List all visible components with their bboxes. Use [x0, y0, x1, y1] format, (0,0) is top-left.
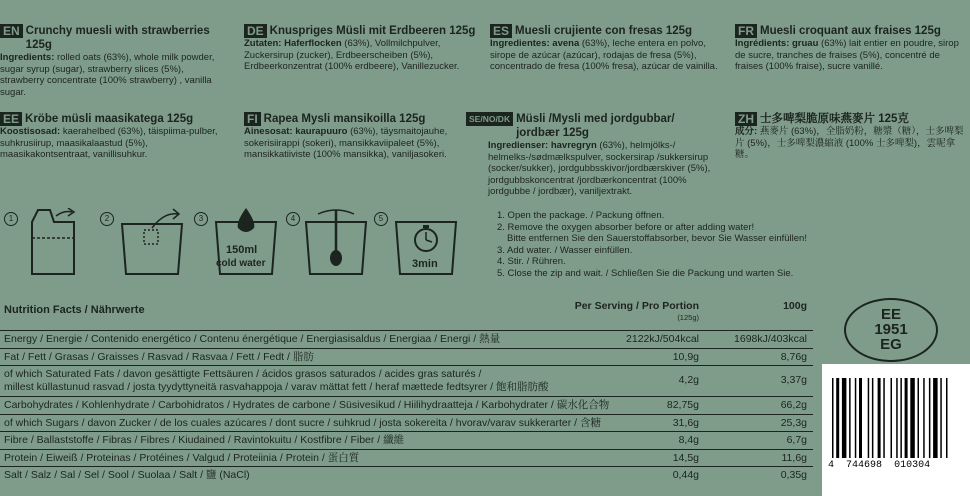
water-temperature-label: cold water [216, 258, 266, 269]
ingredients-text: (63%), täysmaitojauhe, sokerisiirappi (sokeri), mansikkaviipaleet (5%), mansikkatiiviste (100% mansikka), vaniljasokeri. [244, 126, 448, 160]
ingredients-label: Koostisosad: [0, 126, 61, 137]
nutrient-label: Fibre / Ballaststoffe / Fibras / Fibres / Kiudained / Ravintokuitu / Kostfibre / Fiber / 纖維 [4, 434, 405, 446]
ingredients-label: Ainesosat: kaurapuuro [244, 126, 348, 137]
lang-tag: SE/NO/DK [466, 112, 513, 126]
per-100g-value: 6,7g [786, 434, 807, 446]
per-serving-value: 14,5g [672, 451, 699, 464]
per-serving-value: 8,4g [678, 434, 699, 446]
ingredients-label: Ingredients: [0, 52, 55, 63]
nutrient-label: Salt / Salz / Sal / Sel / Sool / Suolaa / Salt / 鹽 (NaCl) [4, 469, 250, 481]
product-title: Muesli croquant aux fraises 125g [760, 25, 941, 37]
lang-block-ee [0, 112, 232, 161]
ingredients-label: Ingredientes: avena [490, 38, 580, 49]
nutrition-table [0, 296, 813, 484]
ingredients-text: (63%), helmjölks-/ helmelks-/sødmælkspulver, sockersirap /sukkersirup (socker/sukker), jordgubbsskivor/jordbærskiver (5%), jordgubbskoncentrat /jordbærkoncentrat (100% jordgubbe / jordbær), vaniljextrakt. [488, 140, 711, 197]
stamp-line: 1951 [874, 321, 908, 338]
per-100g-value: 11,6g [781, 451, 807, 464]
barcode-number [828, 460, 930, 471]
stamp-line: EE [880, 306, 901, 323]
per-100g-value: 8,76g [780, 350, 807, 363]
ingredients-label: Ingredienser: havregryn [488, 140, 597, 151]
nutrient-label: Energy / Energie / Contenido energético / Contenu énergétique / Energiasisaldus / Energiaa / Energi / 熱量 [4, 333, 501, 345]
ingredients-text: 燕麥片 (63%)，全脂奶粉，糖漿（糖），士多啤梨片 (5%)，士多啤梨濃縮液 (100% 士多啤梨)，雲呢拿糖。 [735, 126, 964, 160]
ingredients-text: (63%) lait entier en poudre, sirop de sucre, tranches de fraises (5%), concentré de fraises (100% fraise), sucre vanillé. [735, 38, 959, 72]
lang-tag: ES [490, 24, 512, 38]
lang-block-fr [735, 24, 970, 73]
nutrient-label-line: millest küllastunud rasvad / josta tyydyttyneitä rasvahappoja / varav mättat fett / heraf mættede fedtsyrer / 飽和脂肪酸 [4, 381, 549, 393]
nutrition-title: Nutrition Facts / Nährwerte [4, 304, 145, 316]
step-number: 2 [100, 212, 114, 226]
ingredients-label: Zutaten: Haferflocken [244, 38, 342, 49]
nutrient-label-line: of which Saturated Fats / davon gesättigte Fettsäuren / ácidos grasos saturados / acides gras saturés / [4, 368, 482, 380]
per-serving-subheader: (125g) [677, 313, 699, 322]
product-title: Muesli crujiente con fresas 125g [515, 25, 693, 37]
nutrition-header [0, 296, 813, 331]
nutrient-label [4, 368, 548, 394]
per-100g-value: 66,2g [780, 399, 807, 411]
table-row [0, 397, 813, 415]
step-number: 3 [194, 212, 208, 226]
lang-tag: EN [0, 24, 23, 38]
product-title: Rapea Mysli mansikoilla 125g [263, 113, 426, 125]
ingredients-label: 成分: [735, 126, 758, 137]
step-number: 4 [286, 212, 300, 226]
nutrient-label: Carbohydrates / Kohlenhydrate / Carbohidratos / Hydrates de carbone / Süsivesikud / Hiilihydraatteja / Karbohydrater / 碳水化合物 [4, 399, 610, 411]
lang-tag: DE [244, 24, 267, 38]
table-row [0, 349, 813, 367]
lang-block-de [244, 24, 480, 73]
per-100g-value: 0,35g [780, 469, 807, 481]
barcode-digit: 4 [828, 460, 835, 471]
lang-tag: ZH [735, 112, 757, 126]
instruction-line: 4. Stir. / Rühren. [497, 256, 566, 267]
instruction-line: 2. Remove the oxygen absorber before or after adding water! [497, 221, 755, 233]
barcode-digits: 010304 [894, 460, 931, 471]
instruction-line: Bitte entfernen Sie den Sauerstoffabsorber, bevor Sie Wasser einfüllen! [507, 233, 807, 244]
product-title: Knuspriges Müsli mit Erdbeeren 125g [269, 25, 476, 37]
lang-block-zh [735, 112, 967, 161]
per-serving-value: 82,75g [666, 399, 699, 411]
barcode [822, 364, 970, 496]
remove-absorber-icon [116, 208, 192, 280]
per-serving-value: 2122kJ/504kcal [626, 333, 699, 345]
table-row [0, 450, 813, 468]
table-row [0, 366, 813, 397]
table-row [0, 331, 813, 349]
ingredients-text: kaerahelbed (63%), täispiima-pulber, suhkrusiirup, maasikalaastud (5%), maasikakontsentraat, vanillisuhkur. [0, 126, 218, 160]
barcode-digits: 744698 [846, 460, 883, 471]
stir-icon [300, 208, 372, 280]
preparation-steps [4, 208, 484, 288]
lang-tag: EE [0, 112, 22, 126]
lang-tag: FI [244, 112, 261, 126]
per-100g-value: 25,3g [780, 416, 807, 429]
product-title: 士多啤梨脆原味燕麥片 125克 [760, 113, 909, 125]
lang-tag: FR [735, 24, 757, 38]
table-row [0, 467, 813, 484]
nutrient-label: of which Sugars / davon Zucker / de los cuales azúcares / dont sucre / suhkrud / josta sokereita / hvorav/varav sukkerarter / 含糖 [4, 416, 602, 429]
per-100g-header: 100g [783, 300, 807, 312]
lang-block-en [0, 24, 230, 98]
per-100g-value: 3,37g [780, 374, 807, 386]
ingredients-text: (63%), Vollmilchpulver, Zuckersirup (zucker), Erdbeerscheiben (5%), Erdbeerkonzentrat (100% erdbeere), Vanillezucker. [244, 38, 460, 72]
instruction-line: 3. Add water. / Wasser einfüllen. [497, 244, 633, 256]
per-serving-value: 10,9g [672, 350, 699, 363]
instructions [497, 210, 807, 279]
product-title: Müsli /Mysli med jordgubbar/ jordbær 125g [516, 113, 675, 139]
lang-block-se-no-dk [466, 112, 721, 198]
lang-block-es [490, 24, 726, 73]
step-number: 5 [374, 212, 388, 226]
instruction-line: 5. Close the zip and wait. / Schließen Sie die Packung und warten Sie. [497, 267, 794, 279]
table-row [0, 415, 813, 433]
stamp-line: EG [880, 336, 902, 353]
open-package-icon [24, 208, 84, 280]
per-serving-value: 31,6g [672, 416, 699, 429]
per-100g-value: 1698kJ/403kcal [734, 333, 807, 345]
instruction-line: 1. Open the package. / Packung öffnen. [497, 210, 665, 221]
product-title: Crunchy muesli with strawberries 125g [25, 25, 210, 51]
wait-time-label: 3min [412, 258, 438, 270]
barcode-bars-icon [830, 378, 966, 458]
ingredients-text: (63%), leche entera en polvo, sirope de azúcar (azúcar), rodajas de fresa (5%), concentrado de fresa (100% fresa), azúcar de vainilla. [490, 38, 718, 72]
lang-block-fi [244, 112, 476, 161]
per-serving-value: 0,44g [672, 469, 699, 481]
table-row [0, 432, 813, 450]
nutrient-label: Protein / Eiweiß / Proteinas / Protéines / Valgud / Proteiinia / Protein / 蛋白質 [4, 451, 360, 464]
per-serving-header: Per Serving / Pro Portion [574, 300, 699, 312]
approval-stamp [844, 298, 938, 362]
ingredients-label: Ingrédients: gruau [735, 38, 819, 49]
step-number: 1 [4, 212, 18, 226]
ingredients-text: rolled oats (63%), whole milk powder, sugar syrup (sugar), strawberry slices (5%), strawberry concentrate (100% strawberry) , vanilla sugar. [0, 52, 215, 98]
water-amount-label: 150ml [226, 244, 258, 256]
nutrient-label: Fat / Fett / Grasas / Graisses / Rasvad / Rasvaa / Fett / Fedt / 脂肪 [4, 350, 314, 363]
product-title: Kröbe müsli maasikatega 125g [25, 113, 194, 125]
per-serving-value: 4,2g [678, 374, 699, 386]
